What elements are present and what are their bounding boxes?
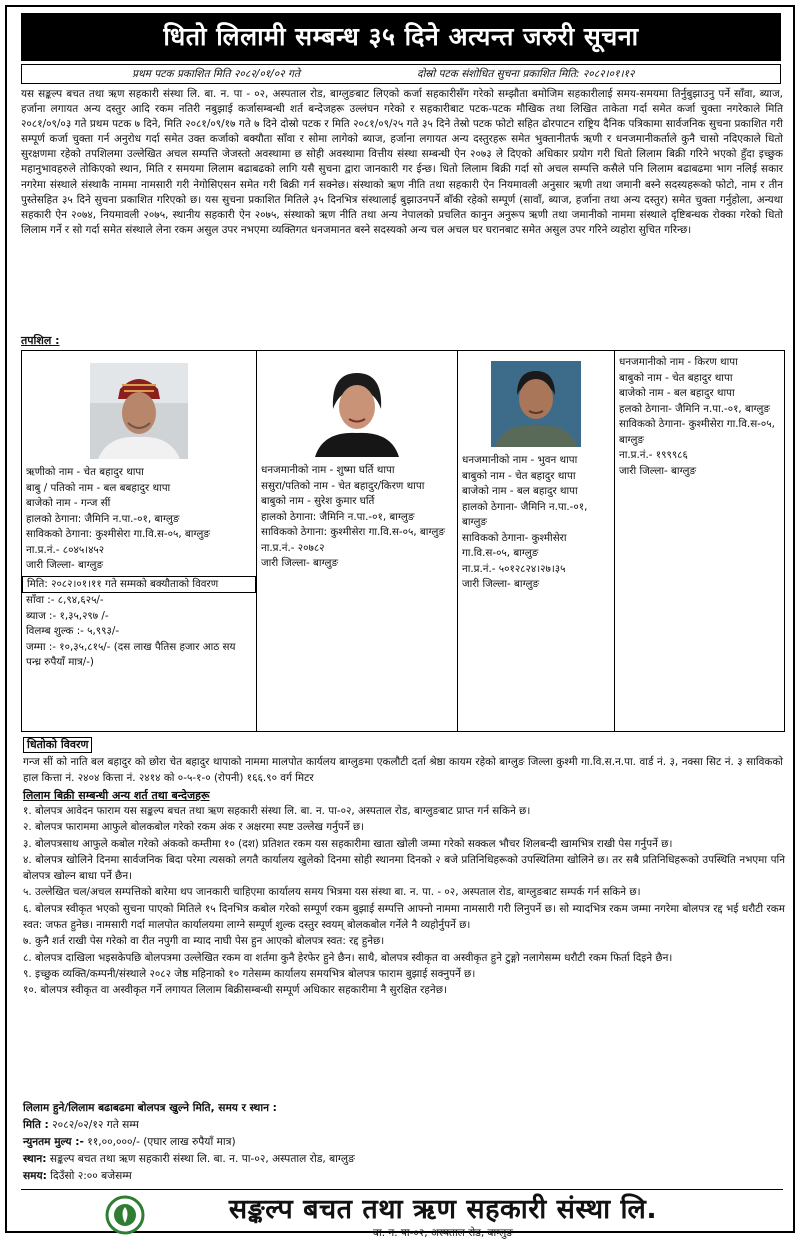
condition-item: २. बोलपत्र फाराममा आफुले बोलकबोल गरेको रकम अंक र अक्षरमा स्पष्ट उल्लेख गर्नुपर्ने छ। — [23, 821, 365, 834]
guarantor3-name: धनजमानीको नाम - किरण थापा — [619, 356, 738, 368]
interest-amount: ब्याज :- १,३५,२९७ /- — [26, 609, 109, 622]
auction-date-row — [23, 1117, 785, 1134]
condition-item: ६. बोलपत्र स्वीकृत भएको सुचना पाएको मितिले १५ दिनभित्र कबोल गरेको सम्पूर्ण रकम बुझाई सम्पत्ति आफ्नो नाममा नामसारी गरी लिनुपर्ने छ। सो म्यादभित्र रकम जम्मा नगरेमा बोलपत्र रद्द भई धरौटी रकम स्वत: जफत हुनेछ। नामसारी गर्दा मालपोत कार्यालयमा लाग्ने सम्पूर्ण शुल्क दस्तुर स्वयम् बोलकबोल गर्नेले नै व्यहोर्नुपर्ने छ। — [23, 902, 785, 932]
guarantor1-citizenship-no: ना.प्र.नं.- २०७८२ — [261, 541, 325, 554]
auction-min-price-value: ११,००,०००/- (एघार लाख रुपैयाँ मात्र) — [87, 1136, 236, 1148]
auction-info — [23, 1100, 785, 1185]
notice-title: धितो लिलामी सम्बन्ध ३५ दिने अत्यन्त जरुरी सूचना — [21, 13, 781, 61]
condition-item: ४. बोलपत्र खोलिने दिनमा सार्वजनिक बिदा परेमा त्यसको लगतै कार्यालय खुलेको दिनमा सोही स्थानमा दिनको २ बजे प्रतिनिधिहरूको उपस्थितिमा खोलिने छ। तर सबै प्रतिनिधिहरूको उपस्थिति नभएमा पनि बोलपत्र खोल्न बाधा पर्ने छैन। — [23, 853, 785, 883]
guarantor2-citizenship-no: ना.प्र.नं.- ५०१२८२४।२७।३५ — [462, 562, 566, 575]
organization-name: सङ्कल्प बचत तथा ऋण सहकारी संस्था लि. — [228, 1194, 658, 1225]
borrower-father: बाबु / पतिको नाम - बल बबहादुर थापा — [26, 481, 171, 494]
organization-address: बा. न. पा-०२, अस्पताल रोड, बाग्लुङ — [373, 1227, 513, 1239]
guarantor2-issue-district: जारी जिल्ला- बाग्लुङ — [462, 578, 540, 590]
notice-frame — [5, 5, 795, 1239]
second-publication-date: दोस्रो पटक संशोधित सुचना प्रकाशित मिति: २०८२।०१।१२ — [417, 68, 635, 80]
guarantor2-current-address: हालको ठेगाना- जैमिनि न.पा.-०१, बाग्लुङ — [462, 500, 588, 528]
condition-item: ५. उल्लेखित चल/अचल सम्पत्तिको बारेमा थप जानकारी चाहिएमा कार्यालय समय भित्रमा यस संस्था बा. न. पा. - ०२, अस्पताल रोड, बाग्लुङबाट सम्पर्क गर्न सकिने छ। — [23, 886, 641, 899]
guarantor2-previous-address: साविकको ठेगाना- कुश्मीसेरा गा.वि.स-०५, बाग्लुङ — [462, 531, 567, 559]
guarantor2-name: धनजमानीको नाम - भुवन थापा — [462, 454, 578, 466]
condition-item: ८. बोलपत्र दाखिला भइसकेपछि बोलपत्रमा उल्लेखित रकम वा शर्तमा कुनै हेरफेर हुने छैन। साथै, बोलपत्र स्वीकृत वा अस्वीकृत हुने टुङ्गो नलागेसम्म धरौटी रकम फिर्ता दिइने छैन। — [23, 951, 673, 964]
condition-item: ३. बोलपत्रसाथ आफुले कबोल गरेको अंकको कम्तीमा १० (दश) प्रतिशत रकम यस सहकारीमा खाता खोली जम्मा गरेको सक्कल भौचर शिलबन्दी खामभित्र राखी पेस गर्नुपर्ने छ। — [23, 837, 673, 850]
auction-min-price-label: न्युनतम मुल्य :- — [23, 1136, 84, 1148]
publication-dates — [21, 64, 781, 84]
auction-place-label: स्थान: — [23, 1153, 47, 1165]
borrower-previous-address: साविकको ठेगाना: कुश्मीसेरा गा.वि.स-०५, बाग्लुङ — [26, 528, 210, 540]
guarantor3-father: बाबुको नाम - चेत बहादुर थापा — [619, 371, 733, 384]
auction-date-label: मिति : — [23, 1119, 49, 1131]
guarantor1-current-address: हालको ठेगाना: जैमिनि न.पा.-०१, बाग्लुङ — [261, 510, 415, 523]
condition-item: १०. बोलपत्र स्वीकृत वा अस्वीकृत गर्ने लगायत लिलाम बिक्रीसम्बन्धी सम्पूर्ण अधिकार सहकारीमा नै सुरक्षित रहनेछ। — [23, 984, 447, 997]
guarantor1-photo — [309, 361, 405, 457]
schedule-label: तपशिल : — [21, 334, 60, 347]
borrower-photo — [90, 363, 188, 459]
borrower-grandfather: बाजेको नाम - गन्ज सीं — [26, 497, 111, 509]
condition-item: ९. इच्छुक व्यक्ति/कम्पनी/संस्थाले २०८२ जेष्ठ महिनाको १० गतेसम्म कार्यालय समयभित्र बोलपत्र फाराम बुझाई सक्नुपर्ने छ। — [23, 967, 476, 980]
collateral-heading: धितोको विवरण — [23, 737, 92, 753]
guarantor1-father-in-law: ससुरा/पतिको नाम - चेत बहादुर/किरण थापा — [261, 479, 425, 492]
principal-amount: साँवा :- ८,९४,६२५/- — [26, 594, 104, 606]
guarantor2-father: बाबुको नाम - चेत बहादुर थापा — [462, 469, 576, 482]
persons-table — [21, 350, 785, 732]
auction-place-value: सङ्कल्प बचत तथा ऋण सहकारी संस्था लि. बा. न. पा-०२, अस्पताल रोड, बाग्लुङ — [49, 1153, 355, 1165]
guarantor1-cell — [257, 351, 458, 732]
auction-time-value: दिउँसो २:०० बजेसम्म — [50, 1170, 132, 1182]
guarantor1-issue-district: जारी जिल्ला- बाग्लुङ — [261, 557, 339, 569]
guarantor1-father: बाबुको नाम - सुरेश कुमार घर्ति — [261, 495, 375, 507]
guarantor3-citizenship-no: ना.प्र.नं.- १९९९८६ — [619, 449, 688, 461]
guarantor3-current-address: हलको ठेगाना- जैमिनि न.पा.-०१, बाग्लुङ — [619, 402, 770, 415]
guarantor3-previous-address: साविकको ठेगाना- कुश्मीसेरा गा.वि.स-०५, बाग्लुङ — [619, 418, 775, 446]
borrower-name: ऋणीको नाम - चेत बहादुर थापा — [26, 466, 144, 478]
auction-heading: लिलाम हुने/लिलाम बढाबढमा बोलपत्र खुल्ने मिति, समय र स्थान : — [23, 1102, 277, 1114]
condition-item: ७. कुनै शर्त राखी पेस गरेको वा रीत नपुगी वा म्याद नाघी पेस हुन आएको बोलपत्र स्वत: रद्द हुनेछ। — [23, 935, 385, 948]
intro-paragraph: यस सङ्कल्प बचत तथा ऋण सहकारी संस्था लि. बा. न. पा - ०२, अस्पताल रोड, बाग्लुङबाट लिएको कर्जा सहकारीसँग गरेको सम्झौता बमोजिम सहकारीलाई समय-समयमा तिर्नुबुझाउनु पर्ने साँवा, ब्याज, हर्जाना लगायत अन्य दस्तुर आदि रकम नतिरी नबुझाई कर्जासम्बन्धी शर्त बन्देजहरू उल्लंघन गरेको र सहकारीबाट पटक-पटक मौखिक तथा लिखित ताकेता गर्दा समेत कर्जा चुक्ता नगरेकाले मिति २०८१/०९/०३ गते प्रथम पटक ७ दिने, मिति २०८१/०९/१७ गते ७ दिने दोस्रो पटक र मिति २०८१/०९/२५ गते ३५ दिने तेस्रो पटक फोटो सहित ढोरपाटन राष्ट्रिय दैनिक पत्रिकामा सार्वजनिक सुचना प्रकाशित गरी सम्पूर्ण कर्जा चुक्ता गर्न अनुरोध गर्दा समेत उक्त कर्जाको बक्यौता साँवा र सोमा लागेको ब्याज, हर्जाना लगायत अन्य दस्तुरहरू समेत भुक्तानीतर्फ ऋणी र धनजमानीकर्ताले कुनै चासो नदिएकाले धितो सुरक्षणमा रहेको तपशिलमा उल्लेखित अचल सम्पत्ति जेजस्तो अवस्थामा छ सोही अवस्थामा वित्तीय संस्था सम्बन्धी ऐन २०७३ ले दिएको अधिकार प्रयोग गरी धितो लिलाम बिक्री गरिने भएको हुँदा इच्छुक महानुभावहरुले तोकिएको स्थान, मिति र समयमा लिलाम बढाबढको लागि यसै सुचना द्वारा जानकारी गर ईन्छ। धितो लिलाम बिक्री गर्दा सो अचल सम्पत्ति कसैले पनि लिलाम बढाबढमा भाग नलिई सकार नगरेमा संस्थाले संस्थाकै नाममा नामसारी गरी नेगोसिएसन समेत गरी बिक्री गर्न सक्नेछ। संस्थाको ऋण नीति तथा सहकारी ऐन नियमावली अनुसार ऋणी तथा जमानी बस्ने सदस्यहरूको फोटो, नाम र तीन पुस्तेसहित ३५ दिने सुचना प्रकाशित गरिएको छ। यस सुचना प्रकाशित मितिले ३५ दिनभित्र संस्थालाई बुझाउनपर्ने बाँकी रहेको सम्पूर्ण (सावाँ, ब्याज, हर्जाना तथा अन्य दस्तुर) समेत चुक्ता गर्नुहोला, अन्यथा सहकारी ऐन २०७४, नियमावली २०७५, स्थानीय सहकारी ऐन २०७५, संस्थाको ऋण नीति तथा अन्य नेपालको प्रचलित कानुन अनुरूप ऋणी तथा जमानीको नाममा संस्थाले दृष्टिबन्धक रोक्का गरेको धितो लिलाम गर्ने र सो गर्दा समेत संस्थाले लेना रकम असुल उपर नभएमा व्यक्तिगत धनजमानत बस्ने सदस्यको अन्य चल अचल घर घरानबाट समेत असुल उपर गरिने व्यहोरा सुचित गरिन्छ। — [21, 88, 783, 236]
guarantor3-cell — [615, 351, 785, 732]
guarantor1-name: धनजमानीको नाम - शुष्मा घर्ति थापा — [261, 464, 395, 476]
borrower-cell — [22, 351, 257, 732]
penalty-amount: विलम्ब शुल्क :- ५,९९३/- — [26, 625, 120, 637]
collateral-details: गन्ज सीं को नाति बल बहादुर को छोरा चेत बहादुर थापाको नाममा मालपोत कार्यलय बाग्लुङमा एकलौटी दर्ता श्रेष्ठा कायम रहेको बाग्लुङ जिल्ला कुश्मी गा.वि.स.न.पा. वार्ड नं. ३, नक्सा सिट नं. ३ साविकको हाल कित्ता नं. २४०४ कित्ता नं. २४१४ को ०-५-१-० (रोपनी) १६६.९० वर्ग मिटर — [23, 756, 783, 784]
guarantor2-grandfather: बाजेको नाम - बल बहादुर थापा — [462, 485, 578, 497]
auction-time-label: समय: — [23, 1170, 47, 1182]
guarantor3-grandfather: बाजेको नाम - बल बहादुर थापा — [619, 387, 735, 399]
footer-divider — [21, 1189, 783, 1190]
guarantor2-photo — [491, 361, 581, 447]
borrower-current-address: हालको ठेगाना: जैमिनि न.पा.-०१, बाग्लुङ — [26, 512, 180, 525]
due-amount-heading: मिति: २०८२।०१।११ गते सम्मको बक्यौताको विवरण — [22, 576, 256, 594]
guarantor1-previous-address: साविकको ठेगाना: कुश्मीसेरा गा.वि.स-०५, बाग्लुङ — [261, 526, 445, 538]
auction-min-price-row — [23, 1134, 785, 1151]
auction-place-row — [23, 1151, 785, 1168]
guarantor2-cell — [458, 351, 615, 732]
conditions-heading: लिलाम बिक्री सम्बन्धी अन्य शर्त तथा बन्देजहरू — [23, 789, 210, 802]
borrower-issue-district: जारी जिल्ला- बाग्लुङ — [26, 559, 104, 571]
total-amount: जम्मा :- १०,३५,८१५/- (दस लाख पैतिस हजार आठ सय पन्ध्र रुपैयाँ मात्र/-) — [26, 640, 236, 668]
guarantor3-issue-district: जारी जिल्ला- बाग्लुङ — [619, 464, 697, 477]
auction-date-value: २०८२/०२/१२ गते सम्म — [52, 1119, 139, 1131]
conditions-list — [23, 803, 785, 999]
first-publication-date: प्रथम पटक प्रकाशित मिति २०८२/०१/०२ गते — [132, 68, 300, 80]
condition-item: १. बोलपत्र आवेदन फाराम यस सङ्कल्प बचत तथा ऋण सहकारी संस्था लि. बा. न. पा-०२, अस्पताल रोड, बाग्लुङबाट प्राप्त गर्न सकिने छ। — [23, 805, 531, 817]
auction-time-row — [23, 1168, 785, 1185]
borrower-citizenship-no: ना.प्र.नं.- ८०४५।४५२ — [26, 543, 105, 556]
cooperative-logo-icon — [101, 1195, 149, 1235]
